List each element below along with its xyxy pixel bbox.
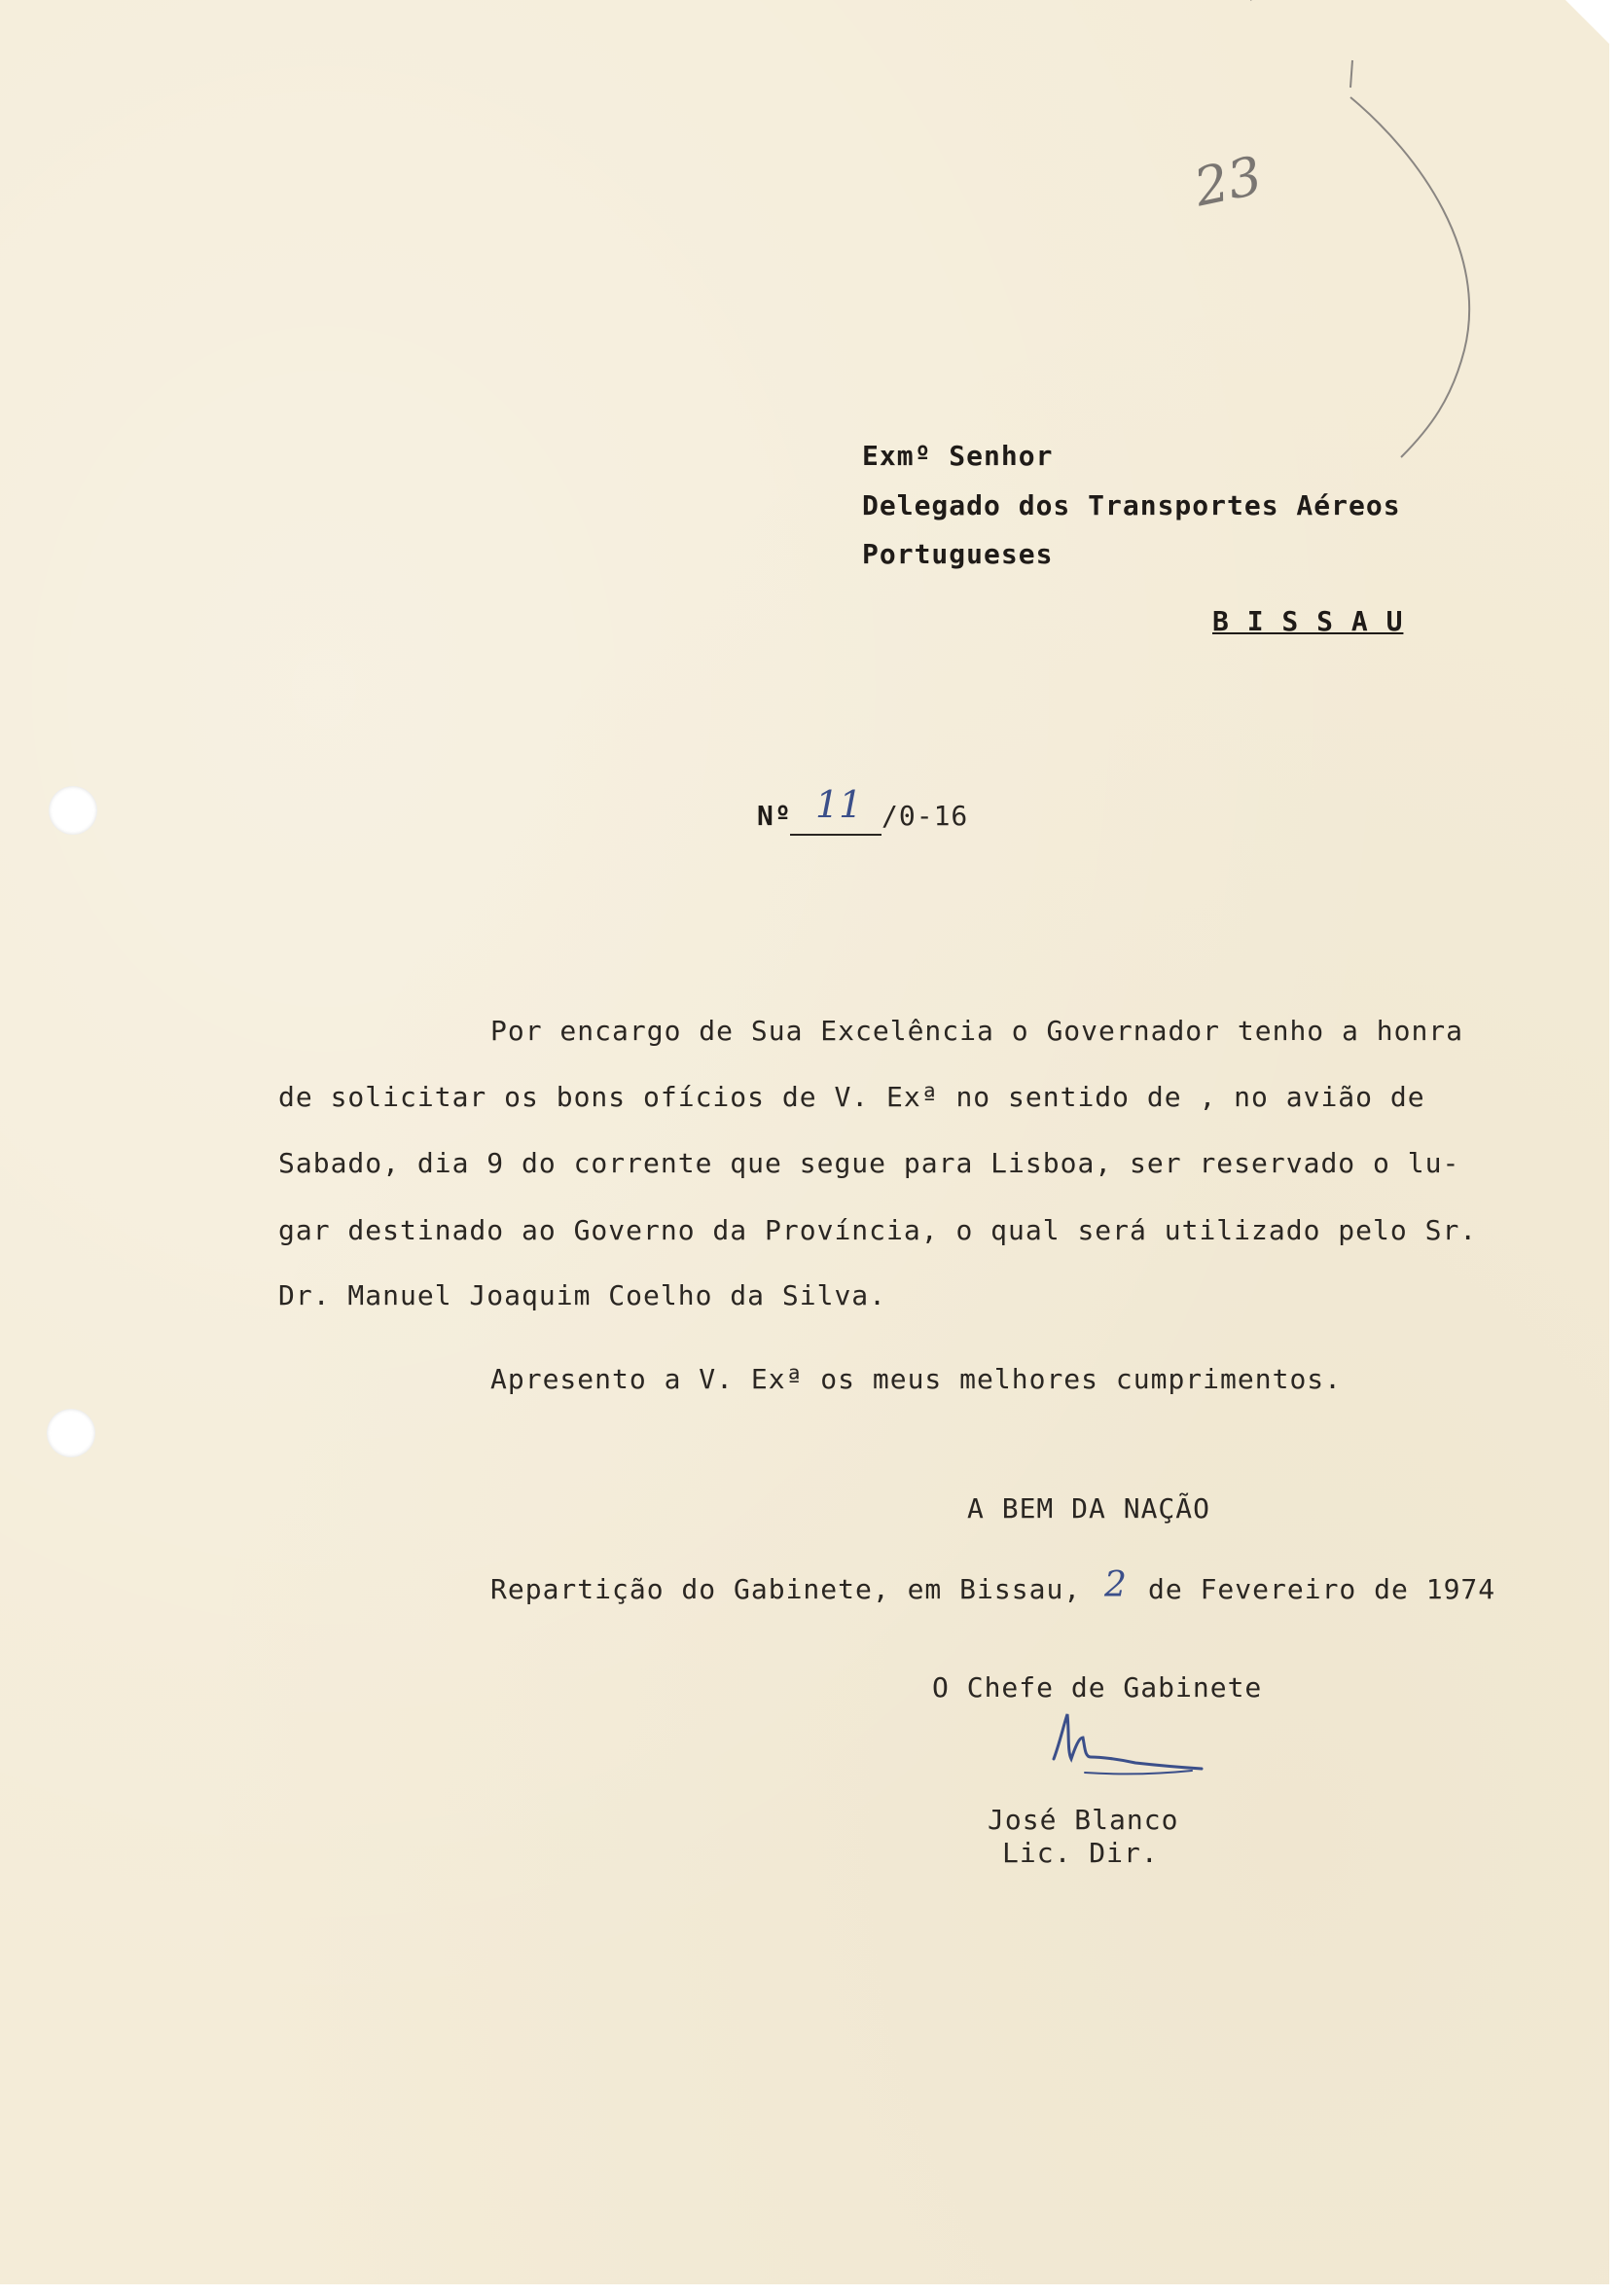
place-date-handwritten-day: 2 bbox=[1104, 1565, 1127, 1605]
reference-suffix: /0-16 bbox=[881, 800, 969, 832]
body-line-5: Dr. Manuel Joaquim Coelho da Silva. bbox=[278, 1279, 887, 1311]
signatory-degree: Lic. Dir. bbox=[1002, 1837, 1159, 1869]
handwritten-signature bbox=[1046, 1704, 1202, 1782]
body-line-2: de solicitar os bons ofícios de V. Exª no sentido de , no avião de bbox=[278, 1081, 1425, 1113]
address-line-2: Delegado dos Transportes Aéreos bbox=[862, 489, 1401, 521]
punch-hole-bottom bbox=[47, 1409, 95, 1457]
address-line-3: Portugueses bbox=[862, 538, 1054, 570]
body-line-1: Por encargo de Sua Excelência o Governador tenho a honra bbox=[490, 1015, 1464, 1047]
place-date-prefix: Repartição do Gabinete, em Bissau, bbox=[490, 1573, 1082, 1605]
place-date-suffix: de Fevereiro de 1974 bbox=[1148, 1573, 1496, 1605]
reference-prefix: Nº bbox=[757, 800, 792, 832]
signatory-name: José Blanco bbox=[988, 1804, 1179, 1836]
punch-hole-top bbox=[49, 786, 97, 835]
folio-number: 23 bbox=[1189, 144, 1268, 219]
reference-handwritten-number: 11 bbox=[815, 783, 863, 826]
body-line-4: gar destinado ao Governo da Província, o qual será utilizado pelo Sr. bbox=[278, 1214, 1478, 1246]
closing-line: Apresento a V. Exª os meus melhores cumprimentos. bbox=[490, 1363, 1343, 1395]
body-line-3: Sabado, dia 9 do corrente que segue para Lisboa, ser reservado o lu- bbox=[278, 1147, 1460, 1179]
address-line-1: Exmº Senhor bbox=[862, 440, 1054, 472]
motto: A BEM DA NAÇÃO bbox=[967, 1492, 1211, 1525]
signatory-title: O Chefe de Gabinete bbox=[932, 1671, 1263, 1704]
address-city: B I S S A U bbox=[1212, 605, 1404, 637]
reference-number-blank bbox=[790, 834, 881, 836]
